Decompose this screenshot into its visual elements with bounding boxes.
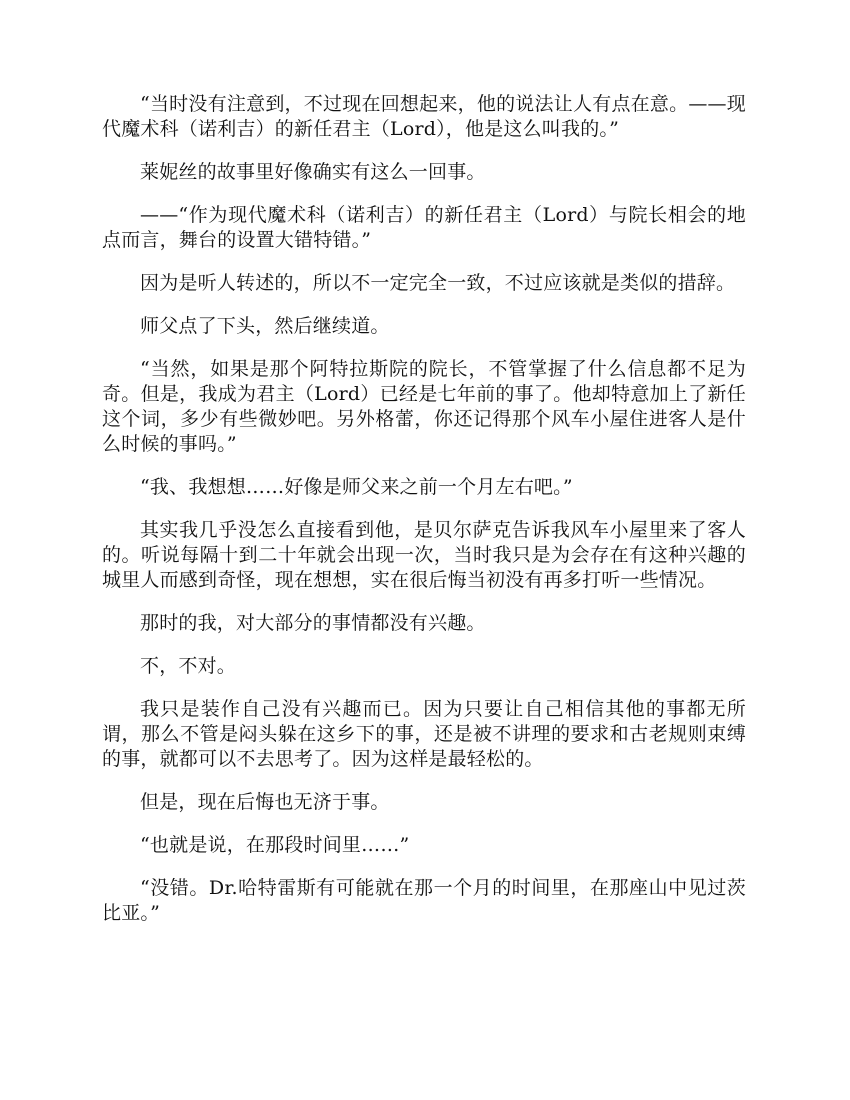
paragraph: 我只是装作自己没有兴趣而已。因为只要让自己相信其他的事都无所谓，那么不管是闷头躲在这乡下的事，还是被不讲理的要求和古老规则束缚的事，就都可以不去思考了。因为这样是最轻松的。: [102, 698, 746, 770]
paragraph: 不，不对。: [140, 655, 237, 677]
paragraph: “当然，如果是那个阿特拉斯院的院长，不管掌握了什么信息都不足为奇。但是，我成为君主（Lord）已经是七年前的事了。他却特意加上了新任这个词，多少有些微妙吧。另外格蕾，你还记得那个风车小屋住进客人是什么时候的事吗。”: [102, 358, 746, 455]
paragraph: 但是，现在后悔也无济于事。: [140, 791, 390, 813]
paragraph: “我、我想想……好像是师父来之前一个月左右吧。”: [140, 476, 573, 498]
document-body: [102, 92, 746, 944]
paragraph: 师父点了下头，然后继续道。: [140, 315, 390, 337]
paragraph: 莱妮丝的故事里好像确实有这么一回事。: [140, 161, 486, 183]
paragraph: ——“作为现代魔术科（诺利吉）的新任君主（Lord）与院长相会的地点而言，舞台的设置大错特错。”: [102, 204, 746, 251]
paragraph: 其实我几乎没怎么直接看到他，是贝尔萨克告诉我风车小屋里来了客人的。听说每隔十到二十年就会出现一次，当时我只是为会存在有这种兴趣的城里人而感到奇怪，现在想想，实在很后悔当初没有再多打听一些情况。: [102, 519, 746, 591]
paragraph: “也就是说，在那段时间里……”: [140, 834, 410, 856]
paragraph: 因为是听人转述的，所以不一定完全一致，不过应该就是类似的措辞。: [140, 272, 736, 294]
paragraph: “当时没有注意到，不过现在回想起来，他的说法让人有点在意。——现代魔术科（诺利吉）的新任君主（Lord），他是这么叫我的。”: [102, 93, 746, 140]
paragraph: “没错。Dr.哈特雷斯有可能就在那一个月的时间里，在那座山中见过茨比亚。”: [102, 877, 746, 924]
paragraph: 那时的我，对大部分的事情都没有兴趣。: [140, 612, 486, 634]
